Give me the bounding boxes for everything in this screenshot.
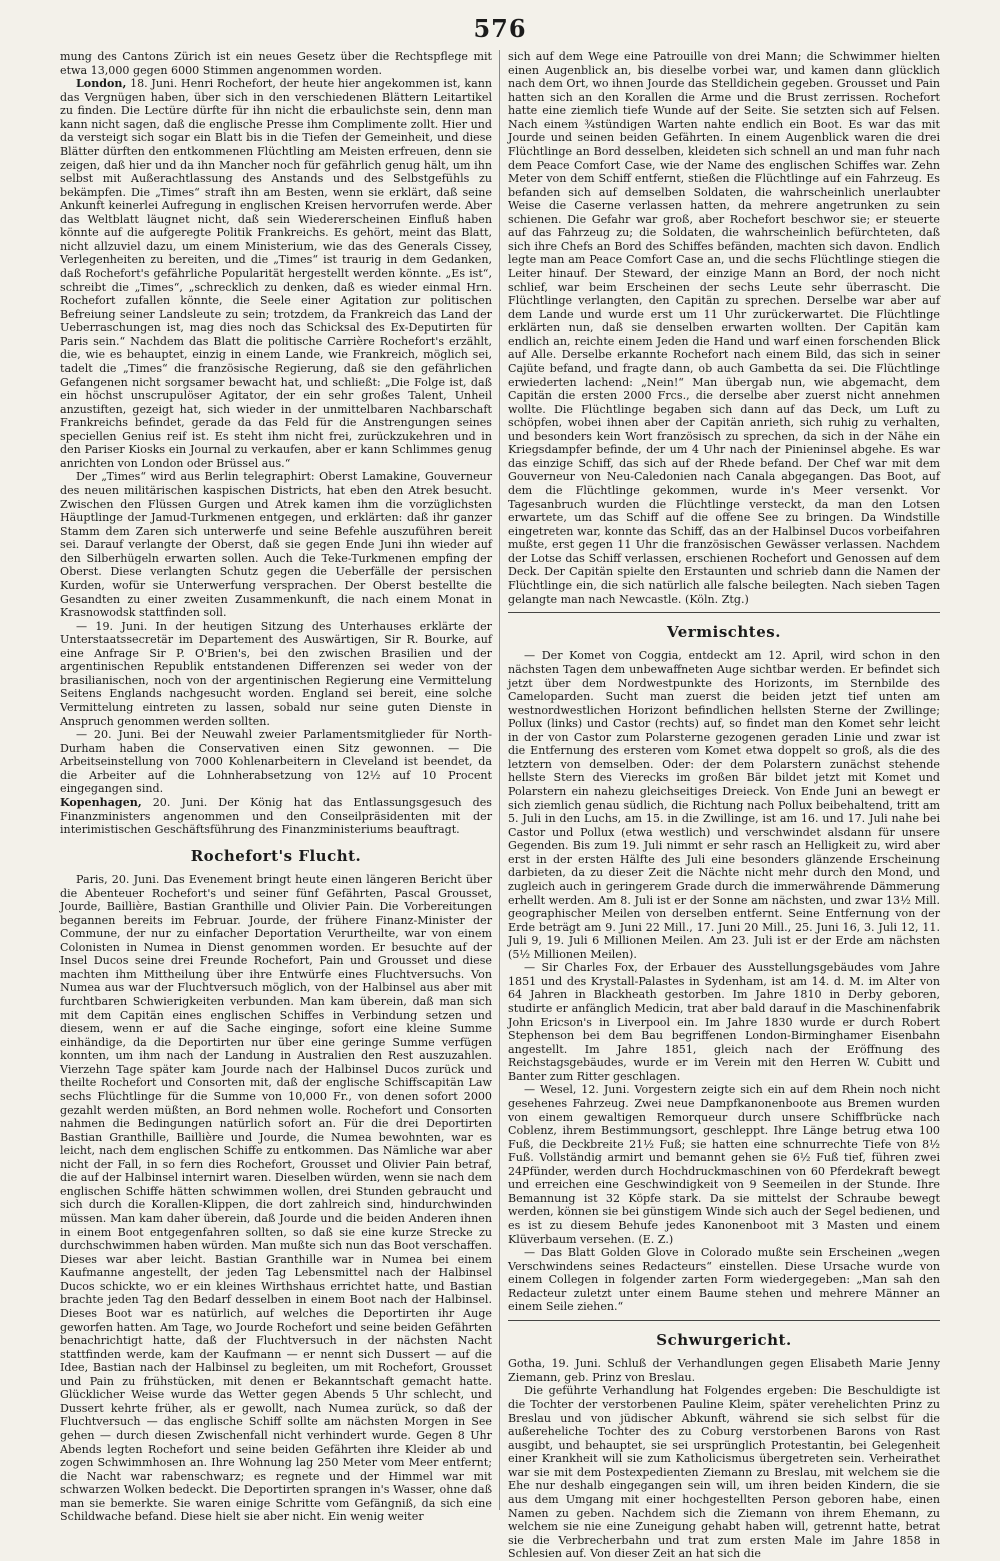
right-column — [508, 50, 940, 1561]
paragraph-golden-glove: — Das Blatt Golden Glove in Colorado mußte sein Erscheinen „wegen Verschwindens seines Redacteurs“ einstellen. Diese Ursache wurde von einem Collegen in folgender zarten Form wiedergegeben: „Man sah den Redacteur zuletzt unter einem Baume stehen und mehrere Männer an einem Seile ziehen.“ — [508, 1246, 940, 1314]
paragraph-charles-fox: — Sir Charles Fox, der Erbauer des Ausstellungsgebäudes vom Jahre 1851 und des Krystall-Palastes in Sydenham, ist am 14. d. M. im Alter von 64 Jahren in Blackheath gestorben. Im Jahre 1810 in Derby geboren, studirte er anfänglich Medicin, trat aber bald darauf in die Maschinenfabrik John Ericson's in Liverpool ein. Im Jahre 1830 wurde er durch Robert Stephenson bei dem Bau begriffenen London-Birminghamer Eisenbahn angestellt. Im Jahre 1851, gleich nach der Eröffnung des Reichstagsgebäudes, wurde er im Verein mit den Herren W. Cubitt und Banter zum Ritter geschlagen. — [508, 961, 940, 1083]
section-heading-misc: Vermischtes. — [667, 623, 781, 642]
paragraph-trial: Die geführte Verhandlung hat Folgendes ergeben: Die Beschuldigte ist die Tochter der verstorbenen Pauline Kleim, später verehelichten Prinz zu Breslau und von jüdischer Abkunft, während sie sich selbst für die außereheliche Tochter des zu Coburg verstorbenen Barons von Rast ausgibt, und behauptet, sie sei ursprünglich Protestantin, bei Gelegenheit einer Krankheit will sie zum Katholicismus übergetreten sein. Verheirathet war sie mit dem Postexpedienten Ziemann zu Breslau, mit welchem sie die Ehe nur deshalb eingegangen sein will, um ihren beiden Kindern, die sie aus dem Umgang mit einer hochgestellten Person geboren habe, einen Namen zu geben. Nachdem sich die Ziemann von ihrem Ehemann, zu welchem sie nie eine Zuneigung gehabt haben will, getrennt hatte, betrat sie die Verbrecherbahn und trat zum ersten Male im Jahre 1858 in Schlesien auf. Von dieser Zeit an hat sich die — [508, 1384, 940, 1561]
kopenhagen-text: 20. Juni. Der König hat das Entlassungsgesuch des Finanzministers angenommen und den Conseilpräsidenten mit der interimistischen Geschäftsführung des Finanzministeriums beauftragt. — [60, 795, 492, 837]
paragraph-unterhaus: — 19. Juni. In der heutigen Sitzung des Unterhauses erklärte der Unterstaatssecretär im Departement des Auswärtigen, Sir R. Bourke, auf eine Anfrage Sir P. O'Brien's, bei den zwischen Brasilien und der argentinischen Republik entstandenen Differenzen sei weder von der brasilianischen, noch von der argentinischen Regierung eine Vermittelung Seitens Englands nachgesucht worden. England sei bereit, eine solche Vermittelung eintreten zu lassen, sobald nur seine guten Dienste in Anspruch genommen werden sollten. — [60, 619, 492, 728]
london-text: 18. Juni. Henri Rochefort, der heute hier angekommen ist, kann das Vergnügen haben, über sich in den verschiedenen Blättern Leitartikel zu finden. Die Lectüre dürfte für ihn nicht die erbaulichste sein, denn man kann nicht sagen, daß die englische Presse ihm Complimente zollt. Hier und da versteigt sich sogar ein Blatt bis in die Tiefen der Gemeinheit, und diese Blätter dürften den entkommenen Flüchtling am Meisten erfreuen, denn sie zeigen, daß hier und da ihn Mancher noch für gefährlich genug hält, um ihn selbst mit Außerachtlassung des Anstands und des Selbstgefühls zu bekämpfen. Die „Times“ straft ihn am Besten, wenn sie erklärt, daß seine Ankunft keinerlei Aufregung in englischen Kreisen hervorrufen werde. Aber das Weltblatt läugnet nicht, daß sein Wiedererscheinen Einfluß haben könnte auf die aufgeregte Politik Frankreichs. Es gehört, meint das Blatt, nicht allzuviel dazu, um einem Ministerium, wie das des Generals Cissey, Verlegenheiten zu bereiten, und die „Times“ ist traurig in dem Gedanken, daß Rochefort's gefährliche Popularität hergestellt werden könnte. „Es ist“, schreibt die „Times“, „schrecklich zu denken, daß es wieder einmal Hrn. Rochefort zufallen könnte, die Seele einer Agitation zur politischen Befreiung seiner Landsleute zu sein; trotzdem, da Frankreich das Land der Ueberraschungen ist, mag dies noch das Schicksal des Ex-Deputirten für Paris sein.“ Nachdem das Blatt die politische Carrière Rochefort's erzählt, die, wie es behauptet, einzig in einem Lande, wie Frankreich, möglich sei, tadelt die „Times“ die französische Regierung, daß sie den gefährlichen Gefangenen nicht sorgsamer bewacht hat, und schließt: „Die Folge ist, daß ein höchst unscrupulöser Agitator, der ein sehr großes Talent, Unheil anzustiften, gezeigt hat, sich wieder in der unmittelbaren Nachbarschaft Frankreichs befindet, gerade da das Feld für die Anstrengungen seines speciellen Genius reif ist. Es steht ihm nicht frei, zurückzukehren und in den Pariser Kiosks ein Journal zu verkaufen, aber er kann Schlimmes genug anrichten von London oder Brüssel aus.“ — [60, 77, 492, 470]
section-divider — [508, 1320, 940, 1321]
page-number: 576 — [473, 14, 527, 43]
section-heading-court: Schwurgericht. — [656, 1330, 792, 1349]
dateline-kopenhagen: Kopenhagen, — [60, 795, 142, 809]
left-column — [60, 50, 492, 1524]
paragraph-gotha: Gotha, 19. Juni. Schluß der Verhandlungen gegen Elisabeth Marie Jenny Ziemann, geb. Prinz von Breslau. — [508, 1357, 940, 1384]
paragraph-rochefort-continued: sich auf dem Wege eine Patrouille von drei Mann; die Schwimmer hielten einen Augenblick an, bis dieselbe vorbei war, und kamen dann glücklich nach dem Ort, wo ihnen Jourde das Stelldichein gegeben. Grousset und Pain hatten sich an den Korallen die Arme und die Brust zerrissen. Rochefort hatte eine ziemlich tiefe Wunde auf der Seite. Sie setzten sich auf Felsen. Nach einem ¾stündigen Warten nahte endlich ein Boot. Es war das mit Jourde und seinen beiden Gefährten. In einem Augenblick waren die drei Flüchtlinge an Bord desselben, kleideten sich schnell an und man fuhr nach dem Peace Comfort Case, wie der Name des englischen Schiffes war. Zehn Meter von dem Schiff entfernt, stießen die Flüchtlinge auf ein Fahrzeug. Es befanden sich auf demselben Soldaten, die wahrscheinlich unerlaubter Weise die Caserne verlassen hatten, da mehrere angetrunken zu sein schienen. Die Gefahr war groß, aber Rochefort beschwor sie; er steuerte auf das Fahrzeug zu; die Soldaten, die wahrscheinlich befürchteten, daß sich ihre Chefs an Bord des Schiffes befänden, machten sich davon. Endlich legte man am Peace Comfort Case an, und die sechs Flüchtlinge stiegen die Leiter hinauf. Der Steward, der einzige Mann an Bord, der noch nicht schlief, war beim Erscheinen der sechs Leute sehr überrascht. Die Flüchtlinge verlangten, den Capitän zu sprechen. Derselbe war aber auf dem Lande und wurde erst um 11 Uhr zurückerwartet. Die Flüchtlinge erklärten nun, daß sie denselben erwarten wollten. Der Capitän kam endlich an, reichte einem Jeden die Hand und warf einen forschenden Blick auf Alle. Derselbe erkannte Rochefort nach einem Bild, das sich in seiner Cajüte befand, und fragte dann, ob auch Gambetta da sei. Die Flüchtlinge erwiederten lachend: „Nein!“ Man übergab nun, wie abgemacht, dem Capitän die ersten 2000 Frcs., die derselbe aber zuerst nicht annehmen wollte. Die Flüchtlinge begaben sich dann auf das Deck, um Luft zu schöpfen, wobei ihnen aber der Capitän anrieth, sich ruhig zu verhalten, und besonders kein Wort französisch zu sprechen, da sich in der Nähe ein Kriegsdampfer befinde, der um 4 Uhr nach der Pinieninsel abgehe. Es war das einzige Schiff, das sich auf der Rhede befand. Der Chef war mit dem Gouverneur von Neu-Caledonien nach Canala abgegangen. Das Boot, auf dem die Flüchtlinge gekommen, wurde in's Meer versenkt. Vor Tagesanbruch wurden die Flüchtlinge versteckt, da man den Lotsen erwartete, um das Schiff auf die offene See zu bringen. Da Windstille eingetreten war, konnte das Schiff, das an der Halbinsel Ducos vorbeifahren mußte, erst gegen 11 Uhr die französischen Gewässer verlassen. Nachdem der Lotse das Schiff verlassen, erschienen Rochefort und Genossen auf dem Deck. Der Capitän spielte den Erstaunten und schrieb dann die Namen der Flüchtlinge ein, die sich natürlich alle falsche beilegten. Nach sieben Tagen gelangte man nach Newcastle. (Köln. Ztg.) — [508, 50, 940, 606]
paragraph-london — [60, 77, 492, 470]
paragraph-north-durham: — 20. Juni. Bei der Neuwahl zweier Parlamentsmitglieder für North-Durham haben die Conservativen einen Sitz gewonnen. — Die Arbeitseinstellung von 7000 Kohlenarbeitern in Cleveland ist beendet, da die Arbeiter auf die Lohnherabsetzung von 12½ auf 10 Procent eingegangen sind. — [60, 728, 492, 796]
paragraph-paris-report: Paris, 20. Juni. Das Evenement bringt heute einen längeren Bericht über die Abenteuer Rochefort's und seiner fünf Gefährten, Pascal Grousset, Jourde, Baillière, Bastian Granthille und Olivier Pain. Die Vorbereitungen begannen bereits im Februar. Jourde, der frühere Finanz-Minister der Commune, der nur zu einfacher Deportation Verurtheilte, war von einem Colonisten in Numea in Dienst genommen worden. Er besuchte auf der Insel Ducos seine drei Freunde Rochefort, Pain und Grousset und diese machten ihm Mittheilung über ihre Entwürfe eines Fluchtversuchs. Von Numea aus war der Fluchtversuch möglich, von der Halbinsel aus aber mit furchtbaren Schwierigkeiten verbunden. Man kam überein, daß man sich mit dem Capitän eines englischen Schiffes in Verbindung setzen und diesem, wenn er auf die Sache einginge, sofort eine kleine Summe einhändige, da die Deportirten nur über eine geringe Summe verfügen konnten, um ihm nach der Landung in Australien den Rest auszuzahlen. Vierzehn Tage später kam Jourde nach der Halbinsel Ducos zurück und theilte Rochefort und Consorten mit, daß der englische Schiffscapitän Law sechs Flüchtlinge für die Summe von 10,000 Fr., von denen sofort 2000 gezahlt werden müßten, an Bord nehmen wolle. Rochefort und Consorten nahmen die Bedingungen natürlich sofort an. Für die drei Deportirten Bastian Granthille, Baillière und Jourde, die Numea bewohnten, war es leicht, nach dem englischen Schiffe zu entkommen. Das Nämliche war aber nicht der Fall, in so fern dies Rochefort, Grousset und Olivier Pain betraf, die auf der Halbinsel internirt waren. Dieselben würden, wenn sie nach dem englischen Schiffe hätten schwimmen wollen, drei Stunden gebraucht und sich durch die Korallen-Klippen, die dort zahlreich sind, hindurchwinden müssen. Man kam daher überein, daß Jourde und die beiden Anderen ihnen in einem Boot entgegenfahren sollten, so daß sie eine kurze Strecke zu durchschwimmen haben würden. Man mußte sich nun das Boot verschaffen. Dieses war aber leicht. Bastian Granthille war in Numea bei einem Kaufmanne angestellt, der jeden Tag Lebensmittel nach der Halbinsel Ducos schickte, wo er ein kleines Wirthshaus errichtet hatte, und Bastian brachte jeden Tag den Bedarf desselben in einem Boot nach der Halbinsel. Dieses Boot war es natürlich, auf welches die Deportirten ihr Auge geworfen hatten. Am Tage, wo Jourde Rochefort und seine beiden Gefährten benachrichtigt hatte, daß der Fluchtversuch in der nächsten Nacht stattfinden werde, kam der Kaufmann — er nennt sich Dussert — auf die Idee, Bastian nach der Halbinsel zu begleiten, um mit Rochefort, Grousset und Pain zu frühstücken, mit denen er Bekanntschaft gemacht hatte. Glücklicher Weise wurde das Wetter gegen Abends 5 Uhr schlecht, und Dussert kehrte früher, als er gewollt, nach Numea zurück, so daß der Fluchtversuch — das englische Schiff sollte am nächsten Morgen in See gehen — durch diesen Zwischenfall nicht verhindert wurde. Gegen 8 Uhr Abends legten Rochefort und seine beiden Gefährten ihre Kleider ab und zogen Schwimmhosen an. Ihre Wohnung lag 250 Meter vom Meer entfernt; die Nacht war rabenschwarz; es regnete und der Himmel war mit schwarzen Wolken bedeckt. Die Deportirten sprangen in's Wasser, ohne daß man sie bemerkte. Sie waren einige Schritte vom Gefängniß, da sich eine Schildwache befand. Diese hielt sie aber nicht. Ein wenig weiter — [60, 872, 492, 1524]
paragraph-zurich: mung des Cantons Zürich ist ein neues Gesetz über die Rechtspflege mit etwa 13,000 gegen 6000 Stimmen angenommen worden. — [60, 50, 492, 77]
paragraph-times-berlin: Der „Times“ wird aus Berlin telegraphirt: Oberst Lamakine, Gouverneur des neuen militärischen kaspischen Districts, hat eben den Atrek besucht. Zwischen den Flüssen Gurgen und Atrek kamen ihm die vorzüglichsten Häuptlinge der Jamud-Turkmenen entgegen, und erklärten: daß ihr ganzer Stamm dem Zaren sich unterwerfe und seine Befehle auszuführen bereit sei. Darauf verlangte der Oberst, daß sie gegen Ende Juni ihn wieder auf den Silberhügeln erwarten sollen. Auch die Teke-Turkmenen empfing der Oberst. Diese verlangten Schutz gegen die Ueberfälle der persischen Kurden, wofür sie Unterwerfung versprachen. Der Oberst bestellte die Gesandten zu einer zweiten Zusammenkunft, die nach einem Monat in Krasnowodsk stattfinden soll. — [60, 470, 492, 620]
paragraph-kopenhagen — [60, 796, 492, 837]
section-divider — [508, 612, 940, 613]
dateline-london: London, — [76, 77, 127, 91]
paragraph-wesel: — Wesel, 12. Juni. Vorgestern zeigte sich ein auf dem Rhein noch nicht gesehenes Fahrzeug. Zwei neue Dampfkanonenboote aus Bremen wurden von einem gewaltigen Remorqueur durch unsere Schiffbrücke nach Coblenz, ihrem Bestimmungsort, geschleppt. Ihre Länge betrug etwa 100 Fuß, die Deckbreite 21½ Fuß; sie hatten eine schnurrechte Tiefe von 8½ Fuß. Vollständig armirt und bemannt gehen sie 6½ Fuß tief, führen zwei 24Pfünder, werden durch Hochdruckmaschinen von 60 Pferdekraft bewegt und erreichen eine Geschwindigkeit von 9 Seemeilen in der Stunde. Ihre Bemannung ist 32 Köpfe stark. Da sie mittelst der Schraube bewegt werden, können sie bei günstigem Winde sich auch der Segel bedienen, und es ist zu diesem Behufe jedes Kanonenboot mit 3 Masten und einem Klüverbaum versehen. (E. Z.) — [508, 1083, 940, 1246]
paragraph-comet: — Der Komet von Coggia, entdeckt am 12. April, wird schon in den nächsten Tagen dem unbewaffneten Auge sichtbar werden. Er befindet sich jetzt über dem Nordwestpunkte des Horizonts, im Sternbilde des Cameloparden. Sucht man zuerst die beiden jetzt tief unten am westnordwestlichen Horizont befindlichen hellsten Sterne der Zwillinge; Pollux (links) und Castor (rechts) auf, so findet man den Komet sehr leicht in der von Castor zum Polarsterne gezogenen geraden Linie und zwar ist die Entfernung des ersteren vom Komet etwa doppelt so groß, als die des letztern von demselben. Oder: der dem Polarstern zunächst stehende hellste Stern des Vierecks im großen Bär bildet jetzt mit Komet und Polarstern ein nahezu gleichseitiges Dreieck. Von Ende Juni an bewegt er sich ziemlich genau südlich, die Richtung nach Pollux beibehaltend, tritt am 5. Juli in den Luchs, am 15. in die Zwillinge, ist am 16. und 17. Juli nahe bei Castor und Pollux (etwa westlich) und verschwindet alsdann für unsere Gegenden. Bis zum 19. Juli nimmt er sehr rasch an Helligkeit zu, wird aber erst in der ersten Hälfte des Juli eine besonders glänzende Erscheinung darbieten, da zu dieser Zeit die Nächte nicht mehr durch den Mond, und zugleich auch in geringerem Grade durch die immerwährende Dämmerung erhellt werden. Am 8. Juli ist er der Sonne am nächsten, und zwar 13½ Mill. geographischer Meilen von derselben entfernt. Seine Entfernung von der Erde beträgt am 9. Juni 22 Mill., 17. Juni 20 Mill., 25. Juni 16, 3. Juli 12, 11. Juli 9, 19. Juli 6 Millionen Meilen. Am 23. Juli ist er der Erde am nächsten (5½ Millionen Meilen). — [508, 649, 940, 961]
column-divider — [499, 50, 500, 1510]
section-heading-rochefort: Rochefort's Flucht. — [190, 846, 362, 865]
